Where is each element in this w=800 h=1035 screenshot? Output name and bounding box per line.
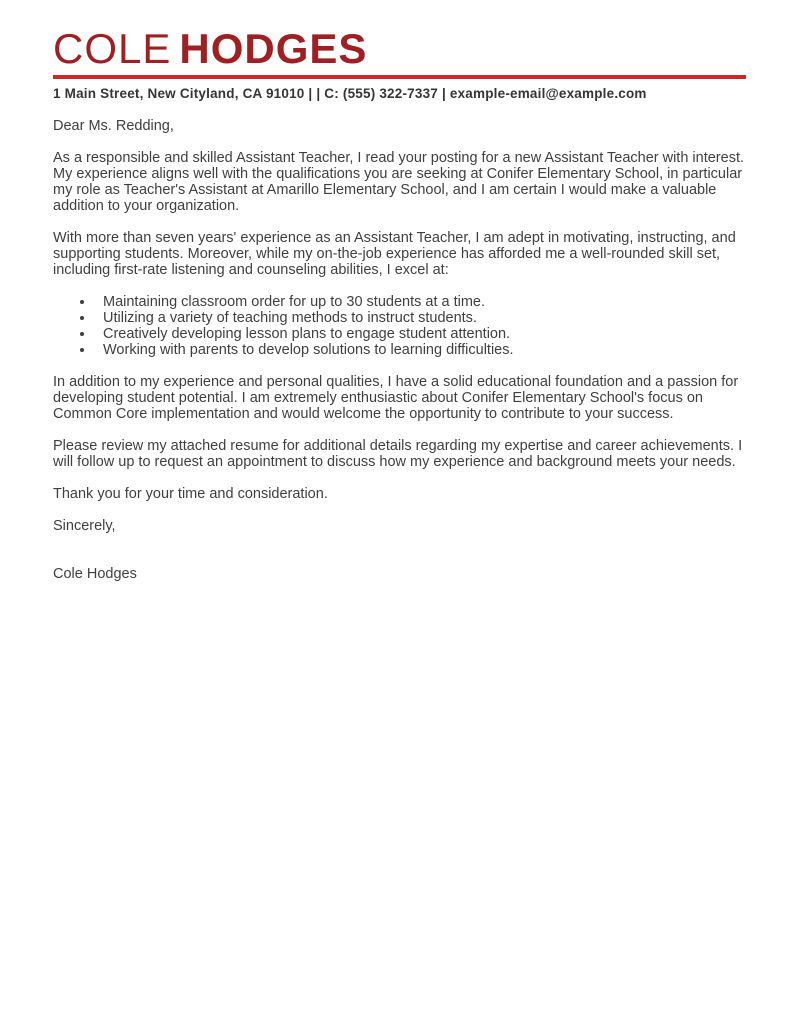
letter-header — [53, 26, 746, 101]
letter-body — [53, 118, 746, 582]
skills-list-item: • Working with parents to develop solutions to learning difficulties. — [95, 342, 746, 358]
salutation: Dear Ms. Redding, — [53, 118, 174, 134]
paragraph-education: In addition to my experience and personal qualities, I have a solid educational foundation and a passion for developing student potential. I am extremely enthusiastic about Conifer Elementary School's focus on Common Core implementation and would welcome the opportunity to contribute to your success. — [53, 374, 739, 422]
paragraph-resume-followup: Please review my attached resume for additional details regarding my expertise and career achievements. I will follow up to request an appointment to discuss how my experience and background meets your needs. — [53, 438, 743, 470]
candidate-name — [53, 26, 746, 72]
paragraph-introduction: As a responsible and skilled Assistant Teacher, I read your posting for a new Assistant Teacher with interest. My experience aligns well with the qualifications you are seeking at Conifer Elementary School, in particular my role as Teacher's Assistant at Amarillo Elementary School, and I am certain I would make a valuable addition to your organization. — [53, 150, 745, 214]
candidate-last-name: HODGES — [179, 25, 368, 72]
valediction: Sincerely, — [53, 518, 116, 534]
skills-list-item: • Maintaining classroom order for up to 30 students at a time. — [95, 294, 746, 310]
skills-bullet-list — [53, 294, 746, 358]
paragraph-experience: With more than seven years' experience as an Assistant Teacher, I am adept in motivating, instructing, and supporting students. Moreover, while my on-the-job experience has afforded me a well-rounded skill set, including first-rate listening and counseling abilities, I excel at: — [53, 230, 736, 278]
skills-list-item: • Utilizing a variety of teaching methods to instruct students. — [95, 310, 746, 326]
thanks-line: Thank you for your time and consideration. — [53, 486, 328, 502]
skills-list-item: • Creatively developing lesson plans to engage student attention. — [95, 326, 746, 342]
header-divider-rule — [53, 75, 746, 79]
signature-name: Cole Hodges — [53, 566, 137, 582]
contact-info-line: 1 Main Street, New Cityland, CA 91010 | | C: (555) 322-7337 | example-email@example.com — [53, 86, 647, 101]
candidate-first-name: COLE — [53, 25, 172, 72]
